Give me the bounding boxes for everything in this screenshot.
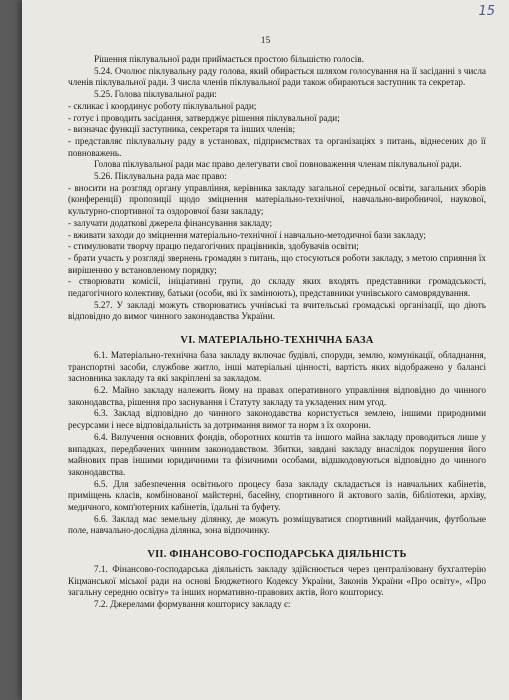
paragraph: 6.3. Заклад відповідно до чинного законодавства користується землею, іншими природними ресурсами і несе відповідальність за дотримання вимог та норм з їх охорони. (68, 408, 486, 431)
section-heading: VI. МАТЕРІАЛЬНО-ТЕХНІЧНА БАЗА (180, 335, 374, 347)
list-item: - скликає і координує роботу піклувальної ради; (68, 100, 257, 111)
list-item: - створювати комісії, ініціативні групи, до складу яких входять представники громадськості, педагогічного колективу, батьки (особи, які їх замінюють), представники учнівського самоврядування. (68, 276, 486, 299)
list-item: - вносити на розгляд органу управління, керівника закладу загальної середньої освіти, загальних зборів (конференції) пропозиції щодо зміцнення матеріально-технічної, навчально-виробничої, наукової, культурно-спортивної та оздоровчої бази закладу; (68, 182, 486, 217)
paragraph: 5.24. Очолює піклувальну раду голова, який обирається шляхом голосування на її засіданні з числа членів піклувальної ради. З числа членів піклувальної ради також обираються заступник та секретар. (68, 65, 486, 88)
paragraph: 6.4. Вилучення основних фондів, оборотних коштів та іншого майна закладу проводиться лише у випадках, передбачених чинним законодавством. Збитки, завдані закладу внаслідок порушення його майнових прав іншими юридичними та фізичними особами, відшкодовуються відповідно до чинного законодавства. (68, 431, 486, 477)
paragraph: Рішення піклувальної ради приймається простою більшістю голосів. (94, 54, 364, 64)
list-item: - залучати додаткові джерела фінансування закладу; (68, 217, 273, 228)
paragraph: 6.5. Для забезпечення освітнього процесу база закладу складається із навчальних кабінетів, приміщень класів, комбінованої майстерні, басейну, спортивного й актового залів, бібліотеки, архіву, медичного, комп'ютерних кабінетів, їдальні та буфету. (68, 478, 486, 513)
list-item: - представляє піклувальну раду в установах, підприємствах та організаціях з питань, віднесених до її повноважень. (68, 135, 486, 158)
document-body (68, 54, 486, 611)
list-item: - готує і проводить засідання, затверджує рішення піклувальної ради; (68, 112, 340, 123)
paragraph: 7.1. Фінансово-господарська діяльність закладу здійснюється через централізовану бухгалтерію Кіцманської міської ради на основі Бюджетного Кодексу України, Законів України «Про освіту», «Про загальну середню освіту» та інших нормативно-правових актів, його кошторису. (68, 563, 486, 598)
paragraph: Голова піклувальної ради має право делегувати свої повноваження членам піклувальної ради. (94, 159, 462, 170)
page-number: 15 (260, 36, 271, 46)
list-item: - стимулювати творчу працю педагогічних працівників, здобувачів освіти; (68, 241, 359, 252)
paragraph: 7.2. Джерелами формування кошторису закладу є: (94, 598, 291, 609)
handwritten-page-number: 15 (478, 4, 495, 19)
paragraph: 5.25. Голова піклувальної ради: (94, 89, 217, 100)
paragraph: 6.6. Заклад має земельну ділянку, де можуть розміщуватися спортивний майданчик, футбольне поле, навчально-дослідна ділянка, зона відпочинку. (68, 513, 486, 536)
paragraph: 6.1. Матеріально-технічна база закладу включає будівлі, споруди, землю, комунікації, обладнання, транспортні засоби, службове житло, інші матеріальні цінності, вартість яких відображено у балансі засновника закладу та які закріплені за закладом. (68, 349, 486, 384)
paragraph: 5.27. У закладі можуть створюватись учнівські та вчительські громадські організації, що діють відповідно до вимог чинного законодавства України. (68, 299, 486, 322)
section-heading: VII. ФІНАНСОВО-ГОСПОДАРСЬКА ДІЯЛЬНІСТЬ (147, 549, 407, 561)
list-item: - вживати заходи до зміцнення матеріально-технічної і навчально-методичної бази закладу; (68, 229, 426, 240)
list-item: - брати участь у розгляді звернень громадян з питань, що стосуються роботи закладу, з метою сприяння їх вирішенню у встановленому порядку; (68, 252, 486, 275)
paragraph: 6.2. Майно закладу належить йому на правах оперативного управління відповідно до чинного законодавства, рішення про заснування і Статуту закладу та укладених ним угод. (68, 384, 486, 407)
paragraph: 5.26. Піклувальна рада має право: (94, 171, 227, 182)
document-page (22, 0, 509, 700)
list-item: - визначає функції заступника, секретаря та інших членів; (68, 124, 296, 135)
